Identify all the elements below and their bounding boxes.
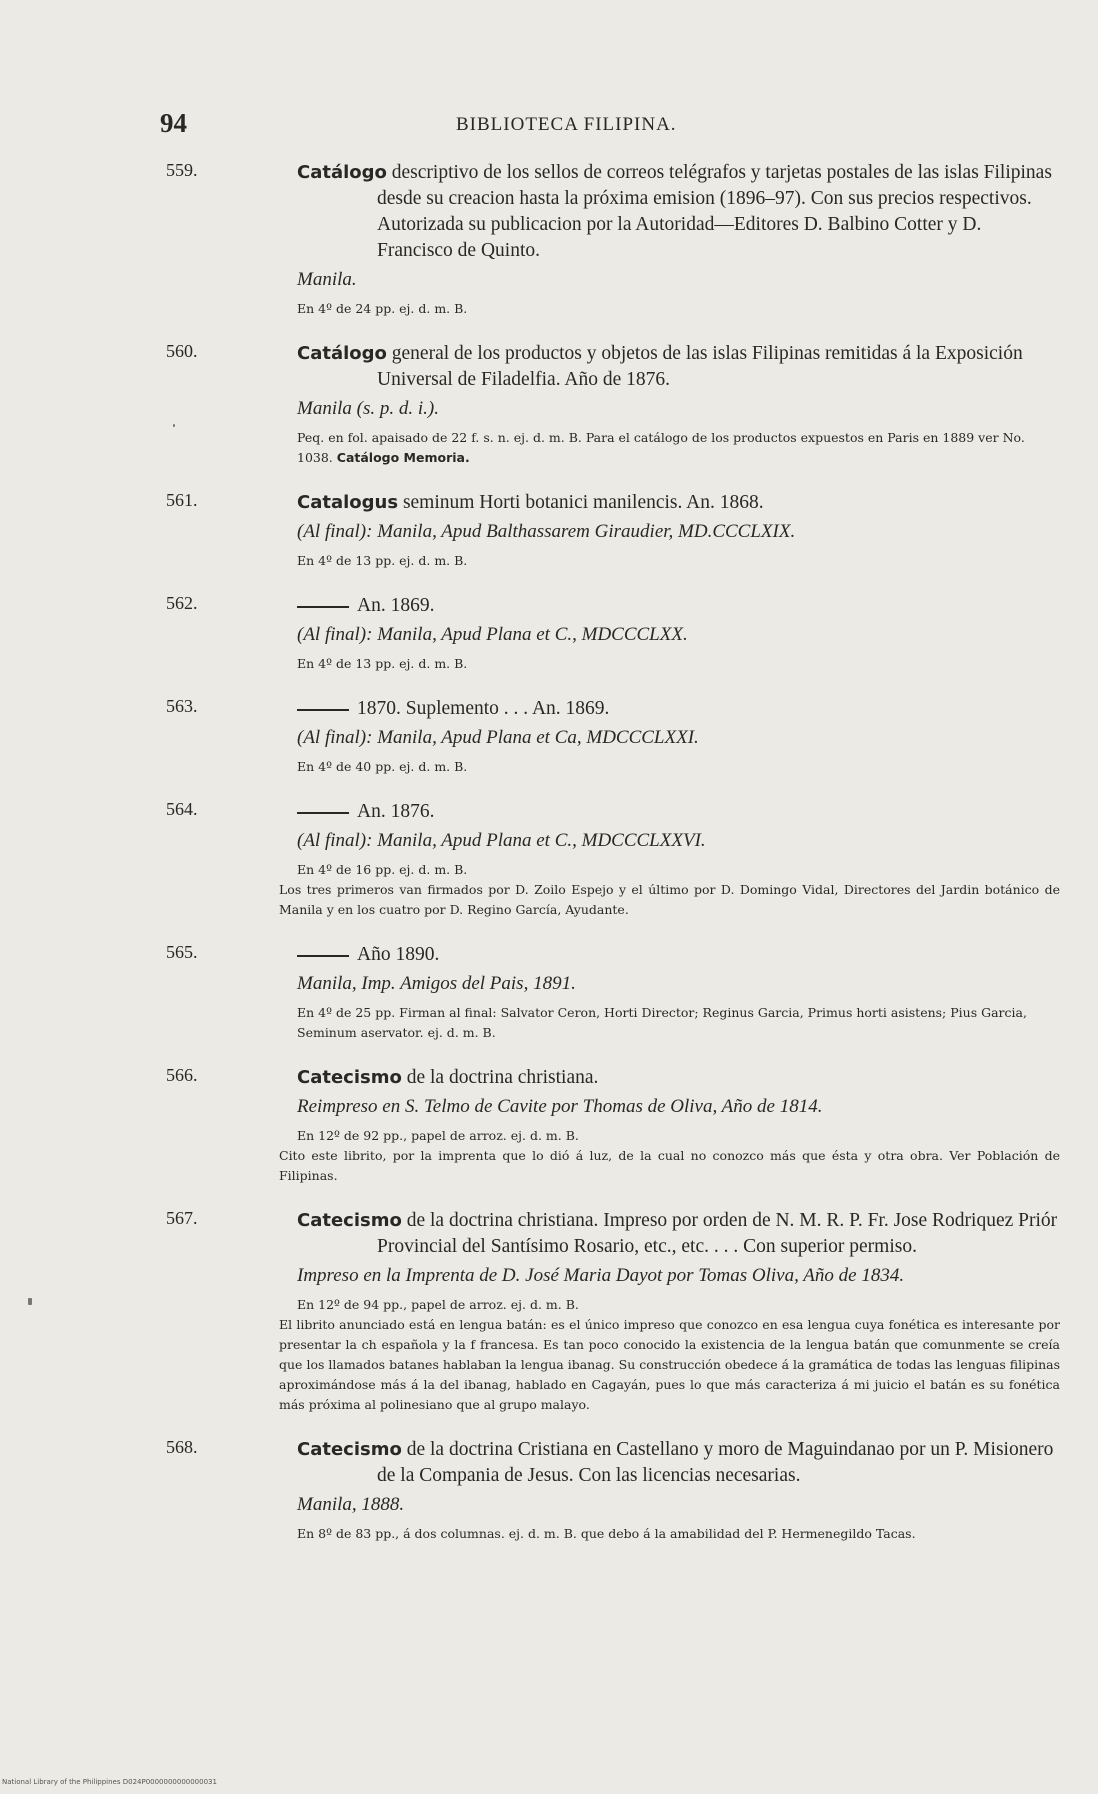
entry-collation bbox=[297, 654, 1060, 674]
entry-collation bbox=[297, 299, 1060, 319]
entry-headword: Catálogo bbox=[297, 162, 387, 183]
entry-collation-text: En 4º de 40 pp. ej. d. m. B. bbox=[297, 759, 468, 774]
entry-note: Cito este librito, por la imprenta que lo dió á luz, de la cual no conozco más que ésta y otra obra. Ver Población de Filipinas. bbox=[279, 1148, 1060, 1183]
catalog-entry bbox=[160, 341, 1060, 468]
entry-title-text: 1870. Suplemento . . . An. 1869. bbox=[357, 698, 610, 719]
entry-title bbox=[297, 490, 1060, 516]
entry-number: 560. bbox=[166, 341, 198, 361]
entry-note: El librito anunciado está en lengua batán: es el único impreso que conozco en esa lengua cuya fonética es interesante por presentar la ch española y la f francesa. Es tan poco conocido la existencia de la lengua batán que comunmente se creía que los llamados batanes hablaban la lengua ibanag. Su construcción obedece á la gramática de todas las lenguas filipinas aproximándose más á la del ibanag, hablado en Cagayán, pues lo que más caracteriza á mi juicio el batán es su fonética más próxima al polinesiano que al grupo malayo. bbox=[279, 1317, 1060, 1412]
entry-title-text: descriptivo de los sellos de correos telégrafos y tarjetas postales de las islas Filipinas desde su creacion hasta la próxima emision (1896–97). Con sus precios respectivos. Autorizada su publicacion por la Autoridad—Editores D. Balbino Cotter y D. Francisco de Quinto. bbox=[377, 162, 1052, 261]
entry-imprint: Manila, Imp. Amigos del Pais, 1891. bbox=[297, 973, 576, 994]
entry-headword: Catecismo bbox=[297, 1210, 402, 1231]
entry-collation-text: En 4º de 24 pp. ej. d. m. B. bbox=[297, 301, 468, 316]
entry-collation-text: En 4º de 16 pp. ej. d. m. B. bbox=[297, 862, 468, 877]
entry-title-text: seminum Horti botanici manilencis. An. 1868. bbox=[402, 492, 764, 513]
entry-title-text: de la doctrina christiana. bbox=[406, 1067, 599, 1088]
entry-number: 568. bbox=[166, 1437, 198, 1457]
entry-imprint: Reimpreso en S. Telmo de Cavite por Thomas de Oliva, Año de 1814. bbox=[297, 1096, 823, 1117]
running-title: BIBLIOTECA FILIPINA. bbox=[456, 114, 677, 135]
entry-collation-text: En 4º de 25 pp. Firman al final: Salvator Ceron, Horti Director; Reginus Garcia, Primus horti asistens; Pius Garcia, Seminum aservator. ej. d. m. B. bbox=[297, 1005, 1027, 1040]
entry-collation bbox=[297, 1003, 1060, 1043]
catalog-entry bbox=[160, 593, 1060, 674]
entry-title bbox=[297, 341, 1060, 393]
entry-title bbox=[357, 696, 1060, 722]
entry-title-text: de la doctrina christiana. Impreso por orden de N. M. R. P. Fr. Jose Rodriquez Priór Provincial del Santísimo Rosario, etc., etc. . . . Con superior permiso. bbox=[377, 1210, 1058, 1257]
scan-speck bbox=[28, 1298, 32, 1305]
entry-title-text: An. 1876. bbox=[357, 801, 435, 822]
entry-number: 567. bbox=[166, 1208, 198, 1228]
entry-collation bbox=[297, 551, 1060, 571]
entry-title bbox=[297, 1208, 1060, 1260]
entry-title bbox=[357, 593, 1060, 619]
entry-collation bbox=[297, 1524, 1060, 1544]
catalog-entry bbox=[160, 160, 1060, 319]
ditto-dash bbox=[297, 709, 349, 711]
entry-collation-text: En 12º de 92 pp., papel de arroz. ej. d. m. B. bbox=[297, 1128, 579, 1143]
entry-collation-bold: Catálogo Memoria. bbox=[336, 450, 470, 465]
entry-title-text: An. 1869. bbox=[357, 595, 435, 616]
entry-number: 563. bbox=[166, 696, 198, 716]
catalog-entry bbox=[160, 696, 1060, 777]
entry-imprint: Manila (s. p. d. i.). bbox=[297, 398, 439, 419]
catalog-entries bbox=[160, 160, 1060, 1566]
entry-headword: Catecismo bbox=[297, 1439, 402, 1460]
entry-number: 566. bbox=[166, 1065, 198, 1085]
entry-collation bbox=[297, 860, 1060, 880]
entry-title-text: Año 1890. bbox=[357, 944, 440, 965]
entry-imprint: Impreso en la Imprenta de D. José Maria Dayot por Tomas Oliva, Año de 1834. bbox=[297, 1265, 905, 1286]
scan-speck bbox=[173, 424, 175, 427]
ditto-dash bbox=[297, 955, 349, 957]
entry-collation bbox=[297, 1295, 1060, 1315]
entry-collation-text: Peq. en fol. apaisado de 22 f. s. n. ej. d. m. B. Para el catálogo de los productos expuestos en Paris en 1889 ver No. 1038. bbox=[297, 430, 1025, 465]
ditto-dash bbox=[297, 812, 349, 814]
entry-title bbox=[297, 1065, 1060, 1091]
catalog-entry bbox=[160, 942, 1060, 1043]
catalog-entry bbox=[160, 1208, 1060, 1415]
entry-headword: Catecismo bbox=[297, 1067, 402, 1088]
entry-headword: Catálogo bbox=[297, 343, 387, 364]
entry-title bbox=[357, 799, 1060, 825]
entry-collation bbox=[297, 428, 1060, 468]
entry-imprint: (Al final): Manila, Apud Plana et C., MDCCCLXX. bbox=[297, 624, 688, 645]
entry-title bbox=[357, 942, 1060, 968]
page-header bbox=[160, 108, 990, 148]
entry-number: 562. bbox=[166, 593, 198, 613]
entry-imprint: (Al final): Manila, Apud Balthassarem Giraudier, MD.CCCLXIX. bbox=[297, 521, 796, 542]
entry-imprint: Manila, 1888. bbox=[297, 1494, 405, 1515]
entry-imprint: (Al final): Manila, Apud Plana et C., MDCCCLXXVI. bbox=[297, 830, 706, 851]
entry-collation-text: En 4º de 13 pp. ej. d. m. B. bbox=[297, 553, 468, 568]
entry-title-text: de la doctrina Cristiana en Castellano y moro de Maguindanao por un P. Misionero de la Compania de Jesus. Con las licencias necesarias. bbox=[377, 1439, 1054, 1486]
entry-collation bbox=[297, 1126, 1060, 1146]
entry-imprint: (Al final): Manila, Apud Plana et Ca, MDCCCLXXI. bbox=[297, 727, 699, 748]
catalog-entry bbox=[160, 799, 1060, 920]
entry-collation-text: En 8º de 83 pp., á dos columnas. ej. d. m. B. que debo á la amabilidad del P. Hermenegildo Tacas. bbox=[297, 1526, 916, 1541]
entry-number: 565. bbox=[166, 942, 198, 962]
entry-collation bbox=[297, 757, 1060, 777]
entry-note: Los tres primeros van firmados por D. Zoilo Espejo y el último por D. Domingo Vidal, Directores del Jardin botánico de Manila y en los cuatro por D. Regino García, Ayudante. bbox=[279, 882, 1060, 917]
catalog-entry bbox=[160, 1065, 1060, 1186]
entry-imprint: Manila. bbox=[297, 269, 357, 290]
entry-number: 564. bbox=[166, 799, 198, 819]
page-number: 94 bbox=[160, 108, 187, 138]
entry-number: 561. bbox=[166, 490, 198, 510]
entry-collation-text: En 4º de 13 pp. ej. d. m. B. bbox=[297, 656, 468, 671]
entry-title bbox=[297, 1437, 1060, 1489]
entry-title bbox=[297, 160, 1060, 264]
entry-headword: Catalogus bbox=[297, 492, 399, 513]
entry-title-text: general de los productos y objetos de las islas Filipinas remitidas á la Exposición Universal de Filadelfia. Año de 1876. bbox=[377, 343, 1023, 390]
ditto-dash bbox=[297, 606, 349, 608]
entry-collation-text: En 12º de 94 pp., papel de arroz. ej. d. m. B. bbox=[297, 1297, 579, 1312]
scan-credit: National Library of the Philippines D024P0000000000000031 bbox=[2, 1778, 217, 1786]
catalog-entry bbox=[160, 490, 1060, 571]
entry-number: 559. bbox=[166, 160, 198, 180]
catalog-entry bbox=[160, 1437, 1060, 1544]
